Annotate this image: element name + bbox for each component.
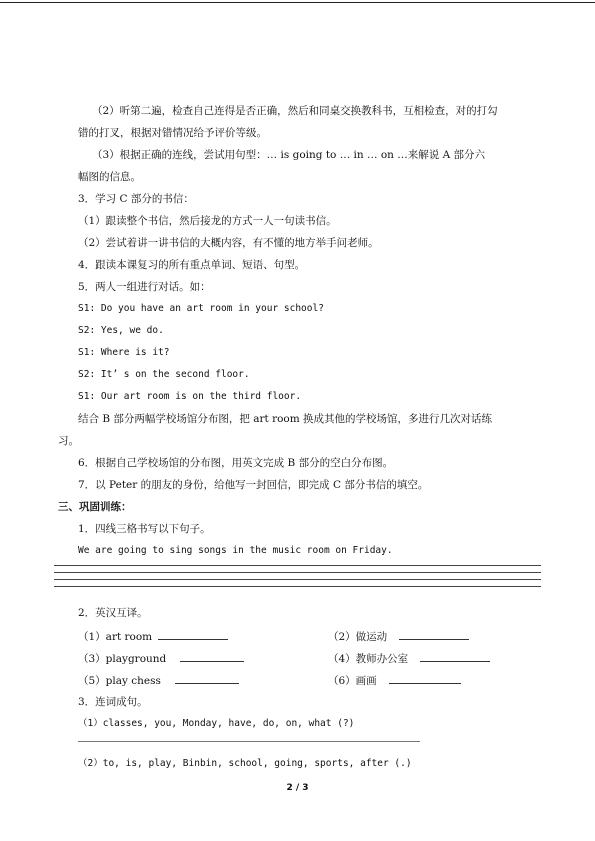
dialogue-line: S1: Where is it? bbox=[78, 347, 170, 358]
translation-label: （1）art room bbox=[78, 631, 153, 643]
translation-item bbox=[328, 651, 490, 666]
step-4: 4．跟读本课复习的所有重点单词、短语、句型。 bbox=[78, 259, 306, 271]
exercise-1-title: 1．四线三格书写以下句子。 bbox=[78, 523, 211, 535]
translation-item bbox=[328, 673, 461, 688]
translation-label: （5）play chess bbox=[78, 675, 161, 687]
answer-blank[interactable] bbox=[399, 629, 469, 640]
step-2-2-cont: 错的打叉，根据对错情况给予评价等级。 bbox=[78, 127, 267, 139]
step-3: 3．学习 C 部分的书信： bbox=[78, 193, 194, 205]
practice-instruction: 结合 B 部分两幅学校场馆分布图，把 art room 换成其他的学校场馆，多进行几次对话练 bbox=[78, 413, 493, 425]
section-heading: 三、巩固训练： bbox=[58, 501, 132, 513]
answer-blank[interactable] bbox=[158, 629, 228, 640]
translation-label: （2）做运动 bbox=[328, 631, 388, 643]
step-2-3: （3）根据正确的连线，尝试用句型：… is going to … in … on …来解说 A 部分六 bbox=[92, 149, 486, 161]
exercise-2-title: 2．英汉互译。 bbox=[78, 607, 148, 619]
practice-instruction-cont: 习。 bbox=[58, 435, 79, 447]
step-7: 7．以 Peter 的朋友的身份，给他写一封回信，即完成 C 部分书信的填空。 bbox=[78, 479, 429, 491]
translation-label: （4）教师办公室 bbox=[328, 653, 409, 665]
dialogue-line: S2: It’ s on the second floor. bbox=[78, 369, 250, 380]
exercise-1-sentence: We are going to sing songs in the music room on Friday. bbox=[78, 545, 393, 556]
step-2-2: （2）听第二遍，检查自己连得是否正确，然后和同桌交换教科书，互相检查，对的打勾 bbox=[92, 105, 498, 117]
step-6: 6．根据自己学校场馆的分布图，用英文完成 B 部分的空白分布图。 bbox=[78, 457, 394, 469]
step-3-2: （2）尝试着讲一讲书信的大概内容，有不懂的地方举手问老师。 bbox=[78, 237, 379, 249]
grid-line bbox=[54, 565, 541, 566]
step-3-1: （1）跟读整个书信，然后接龙的方式一人一句读书信。 bbox=[78, 215, 337, 227]
translation-label: （6）画画 bbox=[328, 675, 377, 687]
answer-blank[interactable] bbox=[175, 673, 239, 684]
dialogue-line: S1: Our art room is on the third floor. bbox=[78, 391, 302, 402]
translation-item bbox=[328, 629, 469, 644]
dialogue-line: S2: Yes, we do. bbox=[78, 325, 164, 336]
step-2-3-cont: 幅图的信息。 bbox=[78, 171, 141, 183]
page-top-border bbox=[0, 2, 595, 3]
grid-line bbox=[54, 572, 541, 573]
word-order-item: （1）classes, you, Monday, have, do, on, what (?) bbox=[78, 718, 355, 729]
step-5: 5．两人一组进行对话。如： bbox=[78, 281, 211, 293]
answer-line[interactable] bbox=[78, 741, 420, 742]
grid-line bbox=[54, 579, 541, 580]
exercise-3-title: 3．连词成句。 bbox=[78, 696, 148, 708]
answer-blank[interactable] bbox=[389, 673, 461, 684]
dialogue-line: S1: Do you have an art room in your school? bbox=[78, 303, 324, 314]
answer-blank[interactable] bbox=[420, 651, 490, 662]
word-order-item: （2）to, is, play, Binbin, school, going, sports, after (.) bbox=[78, 758, 412, 769]
translation-item bbox=[78, 629, 228, 644]
page-number: 2 / 3 bbox=[286, 783, 309, 793]
translation-label: （3）playground bbox=[78, 653, 167, 665]
grid-line bbox=[54, 586, 541, 587]
answer-blank[interactable] bbox=[180, 651, 244, 662]
translation-item bbox=[78, 651, 244, 666]
translation-item bbox=[78, 673, 239, 688]
